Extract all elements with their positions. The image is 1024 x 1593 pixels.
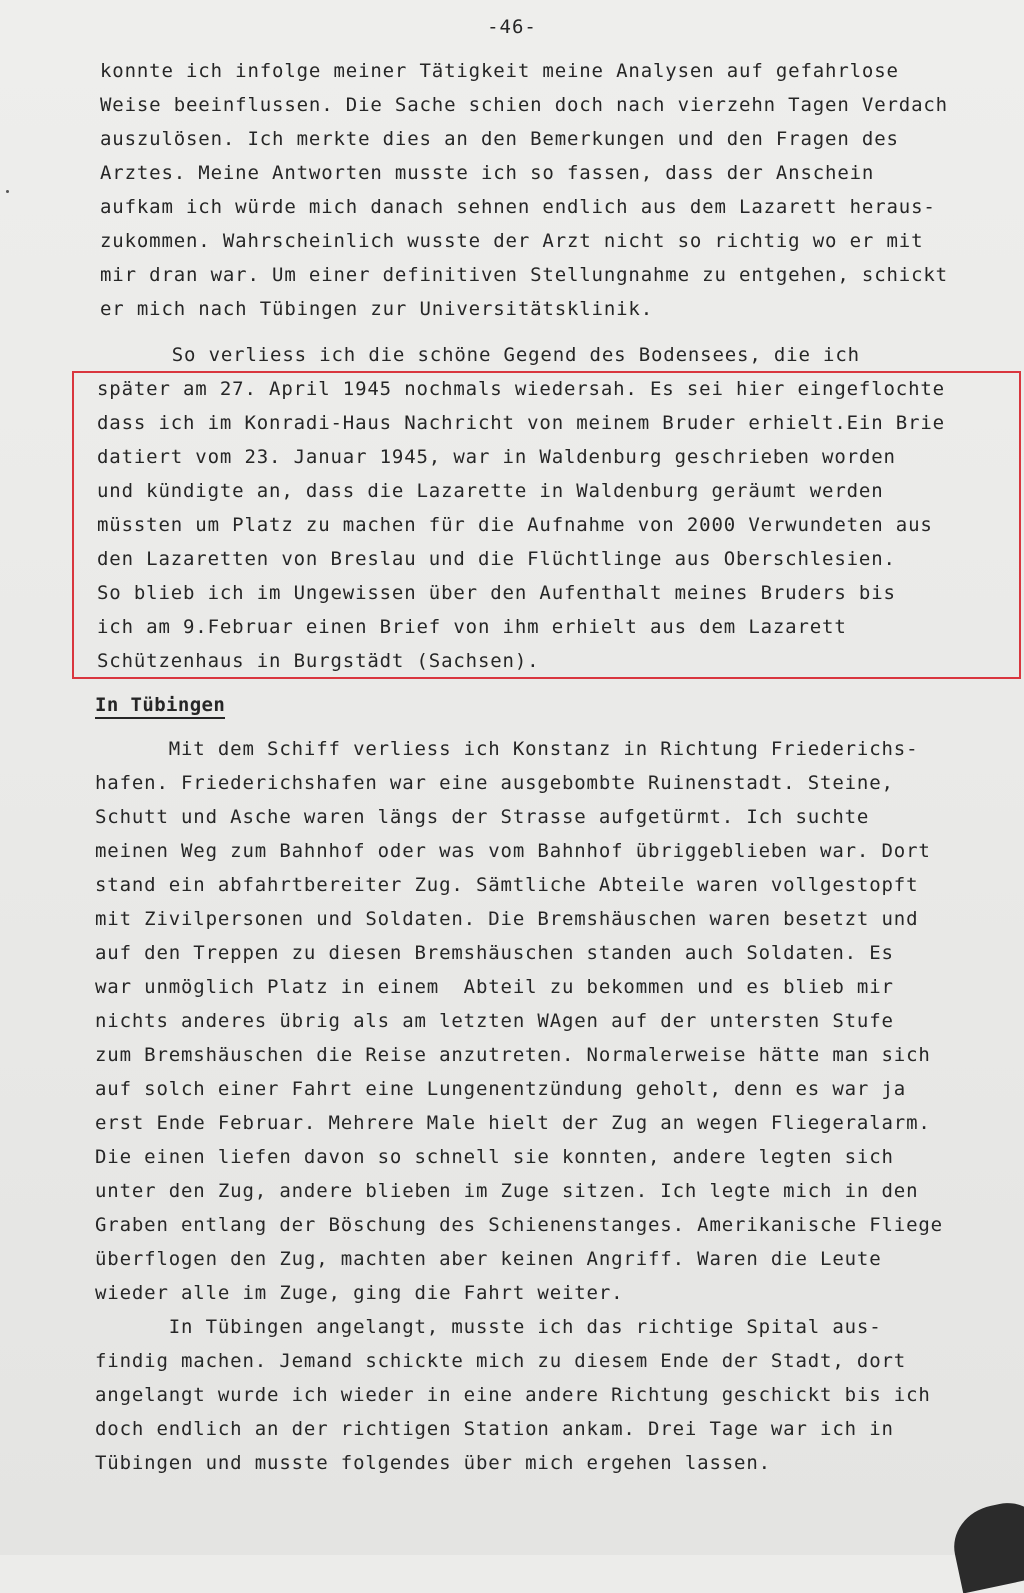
text-line: auf solch einer Fahrt eine Lungenentzündung geholt, denn es war ja bbox=[95, 1078, 907, 1100]
section-heading: In Tübingen bbox=[95, 694, 225, 719]
text-line: er mich nach Tübingen zur Universitätsklinik. bbox=[100, 298, 654, 320]
highlighted-text-line: müssten um Platz zu machen für die Aufnahme von 2000 Verwundeten aus bbox=[97, 514, 933, 536]
text-line: erst Ende Februar. Mehrere Male hielt der Zug an wegen Fliegeralarm. bbox=[95, 1112, 931, 1134]
text-line: stand ein abfahrtbereiter Zug. Sämtliche Abteile waren vollgestopft bbox=[95, 874, 919, 896]
text-line: aufkam ich würde mich danach sehnen endlich aus dem Lazarett heraus- bbox=[100, 196, 936, 218]
text-line: hafen. Friederichshafen war eine ausgebombte Ruinenstadt. Steine, bbox=[95, 772, 894, 794]
text-line: nichts anderes übrig als am letzten WAgen auf der untersten Stufe bbox=[95, 1010, 894, 1032]
highlighted-text-line: dass ich im Konradi-Haus Nachricht von meinem Bruder erhielt.Ein Brie bbox=[97, 412, 945, 434]
text-line: findig machen. Jemand schickte mich zu diesem Ende der Stadt, dort bbox=[95, 1350, 907, 1372]
text-line: unter den Zug, andere blieben im Zuge sitzen. Ich legte mich in den bbox=[95, 1180, 919, 1202]
text-line: In Tübingen angelangt, musste ich das richtige Spital aus- bbox=[95, 1316, 882, 1338]
text-line: zukommen. Wahrscheinlich wusste der Arzt nicht so richtig wo er mit bbox=[100, 230, 924, 252]
text-line: Schutt und Asche waren längs der Strasse aufgetürmt. Ich suchte bbox=[95, 806, 870, 828]
highlighted-text-line: den Lazaretten von Breslau und die Flüchtlinge aus Oberschlesien. bbox=[97, 548, 896, 570]
highlighted-text-line: Schützenhaus in Burgstädt (Sachsen). bbox=[97, 650, 540, 672]
text-line: So verliess ich die schöne Gegend des Bodensees, die ich bbox=[98, 344, 860, 366]
text-line: Tübingen und musste folgendes über mich ergehen lassen. bbox=[95, 1452, 771, 1474]
text-line: Mit dem Schiff verliess ich Konstanz in Richtung Friederichs- bbox=[95, 738, 919, 760]
page-number: -46- bbox=[487, 16, 537, 38]
text-line: wieder alle im Zuge, ging die Fahrt weiter. bbox=[95, 1282, 624, 1304]
text-line: Weise beeinflussen. Die Sache schien doch nach vierzehn Tagen Verdach bbox=[100, 94, 948, 116]
text-line: meinen Weg zum Bahnhof oder was vom Bahnhof übriggeblieben war. Dort bbox=[95, 840, 931, 862]
text-line: zum Bremshäuschen die Reise anzutreten. Normalerweise hätte man sich bbox=[95, 1044, 931, 1066]
text-line: mir dran war. Um einer definitiven Stellungnahme zu entgehen, schickt bbox=[100, 264, 948, 286]
text-line: doch endlich an der richtigen Station ankam. Drei Tage war ich in bbox=[95, 1418, 894, 1440]
text-line: mit Zivilpersonen und Soldaten. Die Bremshäuschen waren besetzt und bbox=[95, 908, 919, 930]
scan-shadow bbox=[947, 1497, 1024, 1593]
highlighted-text-line: ich am 9.Februar einen Brief von ihm erhielt aus dem Lazarett bbox=[97, 616, 847, 638]
margin-mark bbox=[6, 190, 9, 193]
text-line: Graben entlang der Böschung des Schienenstanges. Amerikanische Fliege bbox=[95, 1214, 943, 1236]
text-line: auf den Treppen zu diesen Bremshäuschen standen auch Soldaten. Es bbox=[95, 942, 894, 964]
text-line: Die einen liefen davon so schnell sie konnten, andere legten sich bbox=[95, 1146, 894, 1168]
text-line: konnte ich infolge meiner Tätigkeit meine Analysen auf gefahrlose bbox=[100, 60, 899, 82]
highlighted-text-line: und kündigte an, dass die Lazarette in Waldenburg geräumt werden bbox=[97, 480, 884, 502]
highlighted-text-line: später am 27. April 1945 nochmals wiedersah. Es sei hier eingeflochte bbox=[97, 378, 945, 400]
text-line: auszulösen. Ich merkte dies an den Bemerkungen und den Fragen des bbox=[100, 128, 899, 150]
text-line: überflogen den Zug, machten aber keinen Angriff. Waren die Leute bbox=[95, 1248, 882, 1270]
text-line: angelangt wurde ich wieder in eine andere Richtung geschickt bis ich bbox=[95, 1384, 931, 1406]
text-line: Arztes. Meine Antworten musste ich so fassen, dass der Anschein bbox=[100, 162, 875, 184]
text-line: war unmöglich Platz in einem Abteil zu bekommen und es blieb mir bbox=[95, 976, 894, 998]
highlighted-text-line: So blieb ich im Ungewissen über den Aufenthalt meines Bruders bis bbox=[97, 582, 896, 604]
highlighted-text-line: datiert vom 23. Januar 1945, war in Waldenburg geschrieben worden bbox=[97, 446, 896, 468]
